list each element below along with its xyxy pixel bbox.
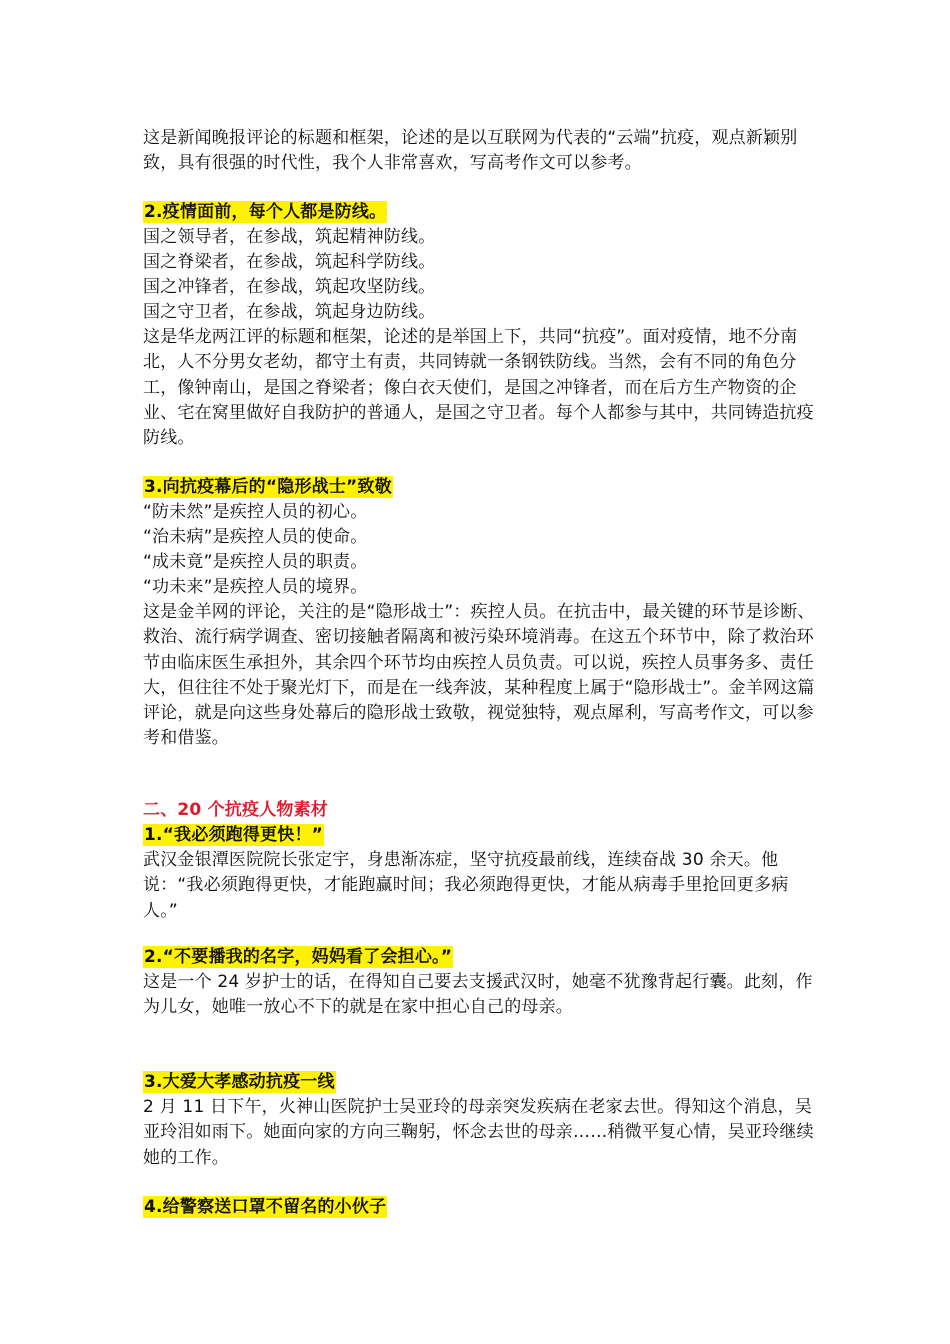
h3-comment: 这是金羊网的评论，关注的是“隐形战士”：疾控人员。在抗击中，最关键的环节是诊断、救治、流行病学调查、密切接触者隔离和被污染环境消毒。在这五个环节中，除了救治环节由临床医生承担外，其余四个环节均由疾控人员负责。可以说，疾控人员事务多、责任大，但往往不处于聚光灯下，而是在一线奔波，某种程度上属于“隐形战士”。金羊网这篇评论，就是向这些身处幕后的隐形战士致敬，视觉独特，观点犀利，写高考作文，可以参考和借鉴。 — [143, 602, 815, 749]
story-3-title-text: 3.大爱大孝感动抗疫一线 — [144, 1072, 335, 1092]
story-1-title-text: 1.“我必须跑得更快！” — [144, 825, 324, 845]
heading-2 — [143, 200, 387, 225]
story-4-title-text: 4.给警察送口罩不留名的小伙子 — [144, 1197, 387, 1217]
h2-line: 国之脊梁者，在参战，筑起科学防线。 — [143, 252, 436, 272]
story-2-text: 这是一个 24 岁护士的话，在得知自己要去支援武汉时，她毫不犹豫背起行囊。此刻，作为儿女，她唯一放心不下的就是在家中担心自己的母亲。 — [143, 972, 813, 1018]
intro-paragraph: 这是新闻晚报评论的标题和框架，论述的是以互联网为代表的“云端”抗疫，观点新颖别致，具有很强的时代性，我个人非常喜欢，写高考作文可以参考。 — [143, 128, 798, 174]
h2-line: 国之领导者，在参战，筑起精神防线。 — [143, 227, 436, 247]
heading-2-text: 2.疫情面前，每个人都是防线。 — [144, 202, 387, 222]
h3-line: “功未来”是疾控人员的境界。 — [143, 577, 368, 597]
h3-line: “治未病”是疾控人员的使命。 — [143, 527, 368, 547]
story-3-text: 2 月 11 日下午，火神山医院护士吴亚玲的母亲突发疾病在老家去世。得知这个消息，吴亚玲泪如雨下。她面向家的方向三鞠躬，怀念去世的母亲……稍微平复心情，吴亚玲继续她的工作。 — [143, 1097, 814, 1168]
section-2-heading: 二、20 个抗疫人物素材 — [143, 800, 328, 820]
h3-line: “防未然”是疾控人员的初心。 — [143, 502, 368, 522]
story-4-title — [143, 1195, 387, 1220]
heading-3 — [143, 475, 393, 500]
h3-line: “成未竟”是疾控人员的职责。 — [143, 552, 368, 572]
h2-comment: 这是华龙两江评的标题和框架，论述的是举国上下，共同“抗疫”。面对疫情，地不分南北，人不分男女老幼，都守土有责，共同铸就一条钢铁防线。当然，会有不同的角色分工，像钟南山，是国之脊梁者；像白衣天使们，是国之冲锋者，而在后方生产物资的企业、宅在窝里做好自我防护的普通人，是国之守卫者。每个人都参与其中，共同铸造抗疫防线。 — [143, 327, 814, 449]
story-2-title-text: 2.“不要播我的名字，妈妈看了会担心。” — [144, 947, 453, 967]
story-3-title — [143, 1070, 336, 1095]
story-2-title — [143, 945, 453, 970]
story-1-text: 武汉金银潭医院院长张定宇，身患渐冻症，坚守抗疫最前线，连续奋战 30 余天。他说：“我必须跑得更快，才能跑赢时间；我必须跑得更快，才能从病毒手里抢回更多病人。” — [143, 850, 789, 921]
story-1-title — [143, 823, 324, 848]
h2-line: 国之守卫者，在参战，筑起身边防线。 — [143, 302, 436, 322]
h2-line: 国之冲锋者，在参战，筑起攻坚防线。 — [143, 277, 436, 297]
heading-3-text: 3.向抗疫幕后的“隐形战士”致敬 — [144, 477, 392, 497]
